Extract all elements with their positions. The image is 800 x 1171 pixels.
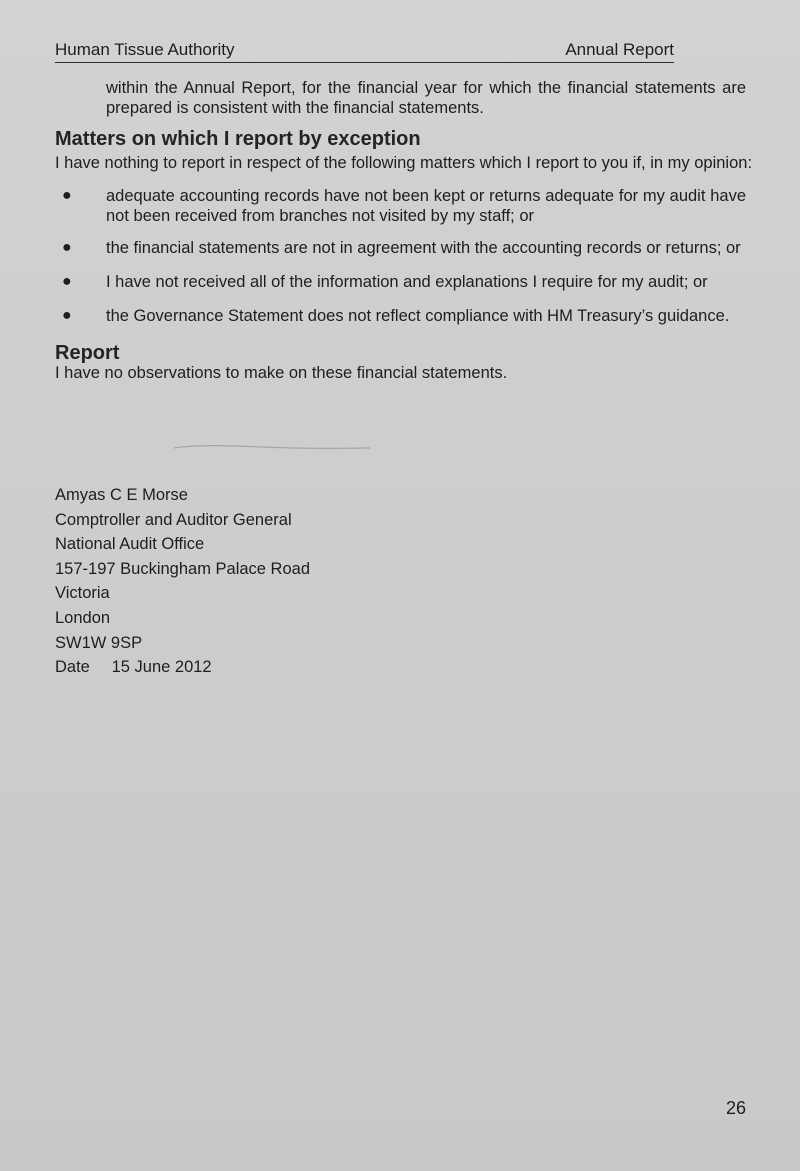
date-value: 15 June 2012 [111,658,212,677]
intro-paragraph: within the Annual Report, for the financial year for which the financial statements are prepared is consistent with the financial statements. [106,79,746,117]
section-heading-report: Report [55,342,120,364]
address-postcode: SW1W 9SP [55,633,143,652]
bullet-icon: ● [62,239,72,256]
address-district: Victoria [55,584,110,603]
list-item-text: the Governance Statement does not reflect compliance with HM Treasury’s guidance. [106,307,730,325]
signature-mark [172,440,372,456]
signatory-block [55,483,310,680]
signatory-name: Amyas C E Morse [55,486,188,504]
bullet-icon: ● [62,273,72,290]
header-organisation: Human Tissue Authority [55,40,235,59]
section-heading-exceptions: Matters on which I report by exception [55,128,421,150]
signatory-title: Comptroller and Auditor General [55,510,292,529]
page-header [55,40,674,63]
date-label: Date [55,658,90,677]
bullet-icon: ● [62,187,72,204]
bullet-icon: ● [62,307,72,324]
list-item-text: I have not received all of the information and explanations I require for my audit; or [106,273,708,291]
exceptions-lead-text: I have nothing to report in respect of the following matters which I report to you if, in my opinion: [55,154,753,172]
address-city: London [55,608,111,627]
page-number: 26 [726,1098,747,1118]
list-item-text: adequate accounting records have not been kept or returns adequate for my audit have not been received from branches not visited by my staff; or [106,187,746,225]
address-street: 157-197 Buckingham Palace Road [55,559,311,578]
header-report-title: Annual Report [565,40,674,59]
list-item-text: the financial statements are not in agreement with the accounting records or returns; or [106,239,741,257]
signatory-office: National Audit Office [55,535,205,554]
date-row [55,655,310,680]
report-text: I have no observations to make on these financial statements. [55,364,508,382]
